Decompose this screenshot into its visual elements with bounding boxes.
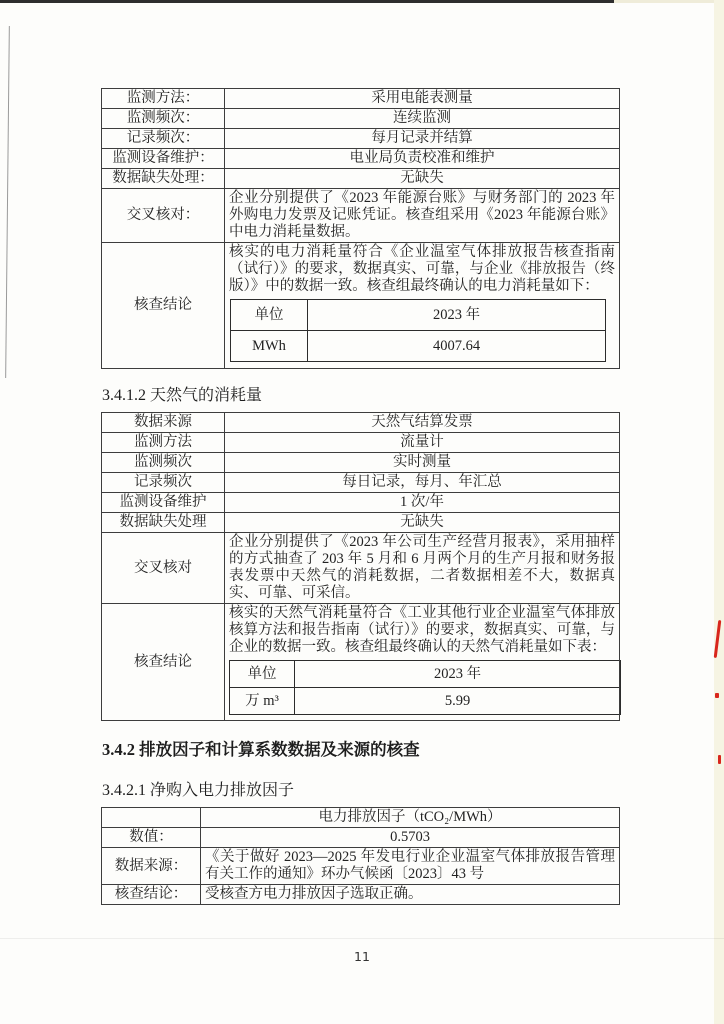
unit-cell: MWh xyxy=(231,331,308,362)
row-value: 《关于做好 2023—2025 年发电行业企业温室气体排放报告管理有关工作的通知》环办气候函〔2023〕43 号 xyxy=(201,848,620,885)
section-heading-342: 3.4.2 排放因子和计算系数数据及来源的核查 xyxy=(102,740,420,759)
row-label: 监测频次 xyxy=(102,453,225,473)
table-row xyxy=(102,513,620,533)
value-cell: 4007.64 xyxy=(308,331,606,362)
row-value: 1 次/年 xyxy=(225,493,620,513)
unit-header-cell: 单位 xyxy=(230,661,295,688)
row-value: 企业分别提供了《2023 年公司生产经营月报表》，采用抽样的方式抽查了 203 年 5 月和 6 月两个月的生产月报和财务报表发票中天然气的消耗数据，二者数据相差不大，数据真实、可靠、可采信。 xyxy=(225,533,620,604)
row-label: 数据来源 xyxy=(102,413,225,433)
red-ink-mark xyxy=(718,755,721,764)
row-label: 监测设备维护： xyxy=(102,149,225,169)
subtable-header-row xyxy=(230,661,621,688)
conclusion-text: 核实的电力消耗量符合《企业温室气体排放报告核查指南（试行）》的要求，数据真实、可靠，与企业《排放报告（终版）》中的数据一致。核查组最终确认的电力消耗量如下： xyxy=(229,244,615,294)
table-row xyxy=(102,493,620,513)
conclusion-text: 核实的天然气消耗量符合《工业其他行业企业温室气体排放核算方法和报告指南（试行）》的要求，数据真实、可靠，与企业的数据一致。核查组最终确认的天然气消耗量如下表： xyxy=(229,605,615,655)
cross-check-row xyxy=(102,189,620,243)
red-ink-mark xyxy=(715,693,719,698)
row-value: 无缺失 xyxy=(225,513,620,533)
subtable-value-row xyxy=(230,688,621,715)
table-row xyxy=(102,109,620,129)
row-label: 核查结论： xyxy=(102,885,201,905)
row-value: 采用电能表测量 xyxy=(225,89,620,109)
row-label: 监测方法 xyxy=(102,433,225,453)
row-label: 交叉核对 xyxy=(102,533,225,604)
electricity-monitoring-table xyxy=(101,88,620,369)
scan-left-edge-line xyxy=(5,26,10,378)
row-value: 每月记录并结算 xyxy=(225,129,620,149)
table-row xyxy=(102,169,620,189)
row-value: 实时测量 xyxy=(225,453,620,473)
row-value: 受核查方电力排放因子选取正确。 xyxy=(201,885,620,905)
row-label: 监测频次： xyxy=(102,109,225,129)
subtable-value-row xyxy=(231,331,606,362)
table-row xyxy=(102,413,620,433)
section-heading-3412: 3.4.1.2 天然气的消耗量 xyxy=(102,387,263,404)
unit-header-cell: 单位 xyxy=(231,300,308,331)
row-label: 数据缺失处理： xyxy=(102,169,225,189)
scan-top-edge-fade xyxy=(614,0,724,3)
page-number: 11 xyxy=(354,949,370,964)
row-value xyxy=(225,604,620,721)
row-label: 记录频次 xyxy=(102,473,225,493)
row-value: 每日记录，每月、年汇总 xyxy=(225,473,620,493)
table-row xyxy=(102,129,620,149)
row-label: 核查结论 xyxy=(102,604,225,721)
row-value: 流量计 xyxy=(225,433,620,453)
document-content xyxy=(101,88,620,905)
table-row xyxy=(102,828,620,848)
unit-cell: 万 m³ xyxy=(230,688,295,715)
table-row xyxy=(102,473,620,493)
subtable-header-row xyxy=(231,300,606,331)
emission-factor-table xyxy=(101,807,620,905)
row-value: 无缺失 xyxy=(225,169,620,189)
row-value: 连续监测 xyxy=(225,109,620,129)
year-header-cell: 2023 年 xyxy=(308,300,606,331)
value-cell: 5.99 xyxy=(295,688,621,715)
natural-gas-monitoring-table xyxy=(101,412,620,721)
cross-check-row xyxy=(102,533,620,604)
table-row xyxy=(102,848,620,885)
scan-top-edge-line xyxy=(0,0,614,3)
table-row xyxy=(102,149,620,169)
row-value xyxy=(225,243,620,369)
row-label: 记录频次： xyxy=(102,129,225,149)
scan-right-edge-strip xyxy=(714,0,724,1024)
table-row xyxy=(102,89,620,109)
conclusion-row xyxy=(102,243,620,369)
scan-bottom-shade-line xyxy=(0,938,724,939)
row-label: 监测设备维护 xyxy=(102,493,225,513)
row-label: 核查结论 xyxy=(102,243,225,369)
row-value: 天然气结算发票 xyxy=(225,413,620,433)
factor-header-cell: 电力排放因子（tCO₂/MWh） xyxy=(201,808,620,828)
gas-consumption-subtable xyxy=(229,660,621,715)
table-header-row xyxy=(102,808,620,828)
row-label: 数据来源： xyxy=(102,848,201,885)
row-label: 数据缺失处理 xyxy=(102,513,225,533)
section-heading-3421: 3.4.2.1 净购入电力排放因子 xyxy=(102,782,295,799)
conclusion-row xyxy=(102,604,620,721)
row-value: 企业分别提供了《2023 年能源台账》与财务部门的 2023 年外购电力发票及记账凭证。核查组采用《2023 年能源台账》中电力消耗量数据。 xyxy=(225,189,620,243)
row-label: 数值： xyxy=(102,828,201,848)
row-label: 监测方法： xyxy=(102,89,225,109)
table-row xyxy=(102,433,620,453)
electricity-consumption-subtable xyxy=(230,299,606,362)
row-value: 0.5703 xyxy=(201,828,620,848)
row-label: 交叉核对： xyxy=(102,189,225,243)
table-row xyxy=(102,885,620,905)
row-value: 电业局负责校准和维护 xyxy=(225,149,620,169)
year-header-cell: 2023 年 xyxy=(295,661,621,688)
table-row xyxy=(102,453,620,473)
empty-header-cell xyxy=(102,808,201,828)
